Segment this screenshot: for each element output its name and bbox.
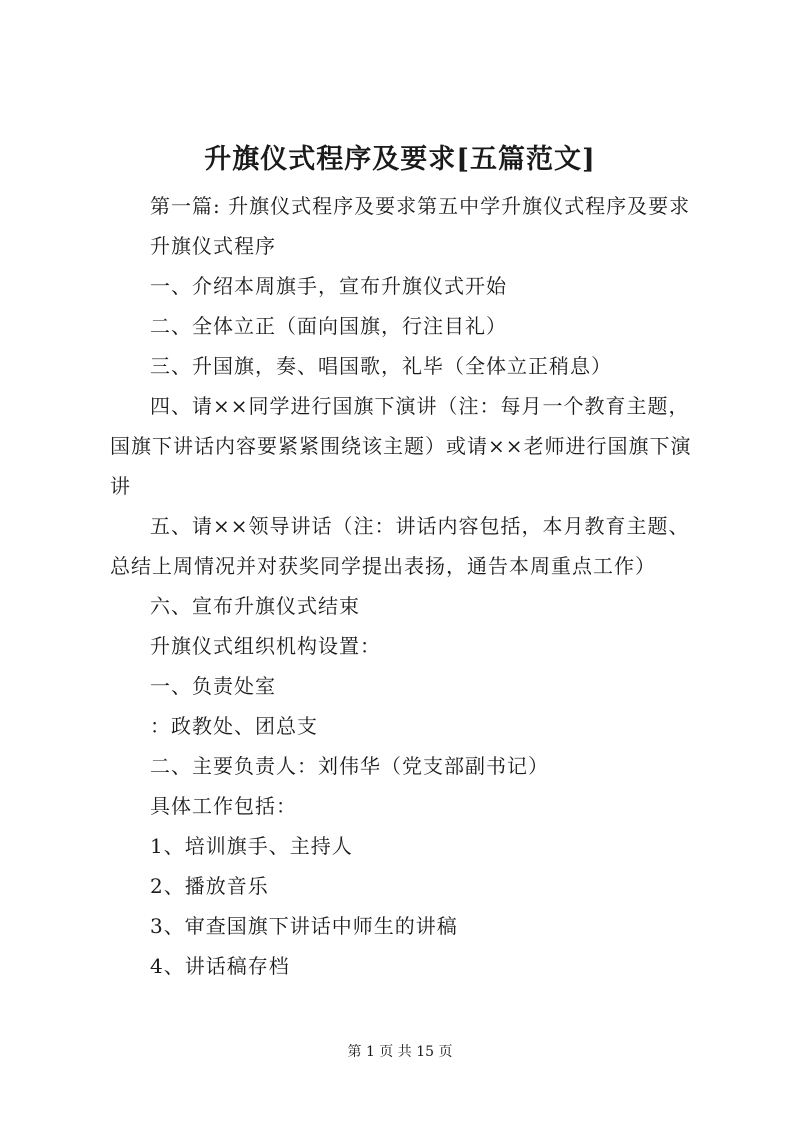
paragraph: 3、审查国旗下讲话中师生的讲稿 (150, 914, 458, 938)
paragraph: 四、请××同学进行国旗下演讲（注：每月一个教育主题，国旗下讲话内容要紧紧围绕该主题）或请××老师进行国旗下演讲 (110, 394, 692, 498)
paragraph: ：政教处、团总支 (150, 714, 318, 738)
document-title: 升旗仪式程序及要求[五篇范文] (204, 144, 596, 175)
paragraph: 六、宣布升旗仪式结束 (150, 594, 360, 618)
document-body (110, 186, 710, 986)
paragraph: 2、播放音乐 (150, 874, 269, 898)
paragraph: 1、培训旗手、主持人 (150, 834, 353, 858)
paragraph: 第一篇: 升旗仪式程序及要求第五中学升旗仪式程序及要求 (150, 194, 691, 218)
paragraph: 一、介绍本周旗手，宣布升旗仪式开始 (150, 274, 507, 298)
paragraph: 二、主要负责人：刘伟华（党支部副书记） (150, 754, 549, 778)
paragraph: 一、负责处室 (150, 674, 276, 698)
paragraph: 4、讲话稿存档 (150, 954, 290, 978)
paragraph: 具体工作包括： (150, 794, 297, 818)
paragraph: 二、全体立正（面向国旗，行注目礼） (150, 314, 507, 338)
paragraph: 升旗仪式程序 (150, 234, 276, 258)
paragraph: 升旗仪式组织机构设置： (150, 634, 381, 658)
paragraph: 五、请××领导讲话（注：讲话内容包括，本月教育主题、总结上周情况并对获奖同学提出表扬，通告本周重点工作） (110, 514, 690, 578)
paragraph: 三、升国旗，奏、唱国歌，礼毕（全体立正稍息） (150, 354, 612, 378)
page-footer: 第 1 页 共 15 页 (347, 1044, 453, 1060)
